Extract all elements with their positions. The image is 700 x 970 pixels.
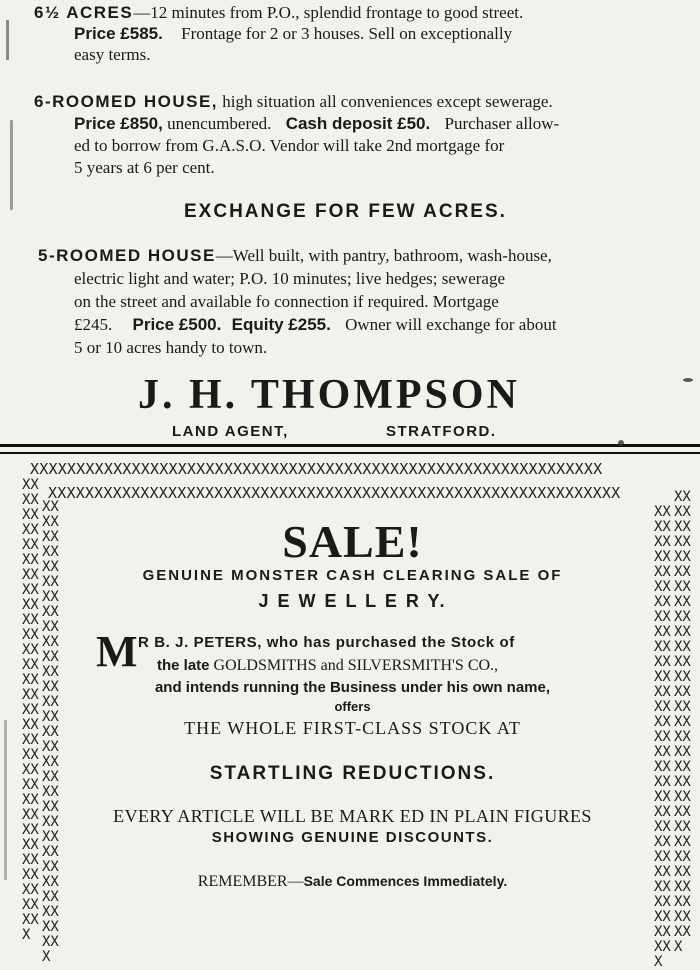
sale-subheading: GENUINE MONSTER CASH CLEARING SALE OF [142,567,563,584]
sale-offers: offers [334,699,371,714]
border-top-row-1: XXXXXXXXXXXXXXXXXXXXXXXXXXXXXXXXXXXXXXXXXXXXXXXXXXXXXXXXXXXXXX [30,460,603,478]
sale-discounts: SHOWING GENUINE DISCOUNTS. [211,829,494,846]
print-speck [4,720,7,880]
ad-house6-unencumbered: unencumbered. [167,114,272,133]
sale-stock: THE WHOLE FIRST-CLASS STOCK AT [184,718,521,738]
sale-headline: SALE! [282,516,423,567]
ad-acres-text: —12 minutes from P.O., splendid frontage to good street. [133,3,524,22]
separator-rule-thin [0,452,700,454]
ad-house5-line3: on the street and available fo connection if required. Mortgage [74,292,499,311]
ad-acres-line3: easy terms. [74,45,151,64]
ad-house5-text: —Well built, with pantry, bathroom, wash-house, [215,246,552,265]
border-left-outer: XXXXXXXXXXXXXXXXXXXXXXXXXXXXXXXXXXXXXXXXXXXXXXXXXXXXXXXXXXXXX [22,477,39,943]
ad-acres-price: Price £585. [74,24,163,43]
agent-name: J. H. THOMPSON [138,372,520,418]
ad-house6-allow: Purchaser allow- [444,114,560,133]
ad-house6-title: 6-ROOMED HOUSE, [34,92,219,111]
border-top-row-2: XXXXXXXXXXXXXXXXXXXXXXXXXXXXXXXXXXXXXXXXXXXXXXXXXXXXXXXXXXXXXX [48,484,621,502]
ad-acres-line1 [34,2,523,23]
ad-house5-line1 [38,245,552,266]
sale-company: GOLDSMITHS and SILVERSMITH'S CO., [213,657,499,674]
sale-late: the late [157,657,210,674]
sale-figures: EVERY ARTICLE WILL BE MARK ED IN PLAIN FIGURES [113,806,592,826]
ad-acres-line2 [74,23,512,44]
sale-para-line3: and intends running the Business under his own name, [154,679,551,696]
ad-house5-line5: 5 or 10 acres handy to town. [74,338,268,357]
ad-house5-line4 [74,314,557,335]
ad-house6-deposit: Cash deposit £50. [285,114,431,133]
print-speck [683,378,693,382]
border-right-outer: XXXXXXXXXXXXXXXXXXXXXXXXXXXXXXXXXXXXXXXXXXXXXXXXXXXXXXXXXXXXX [674,489,691,955]
ad-house6-line2 [74,113,559,134]
drop-cap: M [96,627,138,676]
agent-town: STRATFORD. [386,423,497,440]
separator-rule [0,444,700,447]
ad-house6-text: high situation all conveniences except sewerage. [222,92,553,111]
sale-jewellery: J E W E L L E R Y. [258,591,447,611]
border-left-inner: XXXXXXXXXXXXXXXXXXXXXXXXXXXXXXXXXXXXXXXXXXXXXXXXXXXXXXXXXXXXX [42,499,59,965]
ad-house5-mortgage: £245. [74,315,113,334]
ad-house6-line3: ed to borrow from G.A.S.O. Vendor will take 2nd mortgage for [74,136,505,155]
print-speck [618,440,624,446]
ad-house5-title: 5-ROOMED HOUSE [38,246,216,265]
border-right-inner: XXXXXXXXXXXXXXXXXXXXXXXXXXXXXXXXXXXXXXXXXXXXXXXXXXXXXXXXXXXXX [654,504,671,970]
ad-house6-price: Price £850, [74,114,163,133]
ad-house5-exchange: Owner will exchange for about [345,315,557,334]
ad-house6-line4: 5 years at 6 per cent. [74,158,215,177]
ad-house5-price: Price £500. [132,315,222,334]
sale-remember-word: REMEMBER— [197,873,304,890]
exchange-heading: EXCHANGE FOR FEW ACRES. [184,201,507,222]
ad-acres-title: 6½ ACRES [34,3,134,22]
ad-house5-equity: Equity £255. [231,315,331,334]
agent-role: LAND AGENT, [172,423,289,440]
ad-house6-line1 [34,91,553,112]
print-speck [10,120,13,210]
print-speck [6,20,9,60]
sale-para-line1: R B. J. PETERS, who has purchased the Stock of [138,634,515,651]
sale-para-line2 [157,655,498,676]
sale-remember [60,873,645,891]
ad-house5-line2: electric light and water; P.O. 10 minutes; live hedges; sewerage [74,269,506,288]
sale-commences: Sale Commences Immediately. [303,873,508,889]
sale-reductions: STARTLING REDUCTIONS. [209,763,496,784]
ad-acres-frontage: Frontage for 2 or 3 houses. Sell on exceptionally [181,24,513,43]
